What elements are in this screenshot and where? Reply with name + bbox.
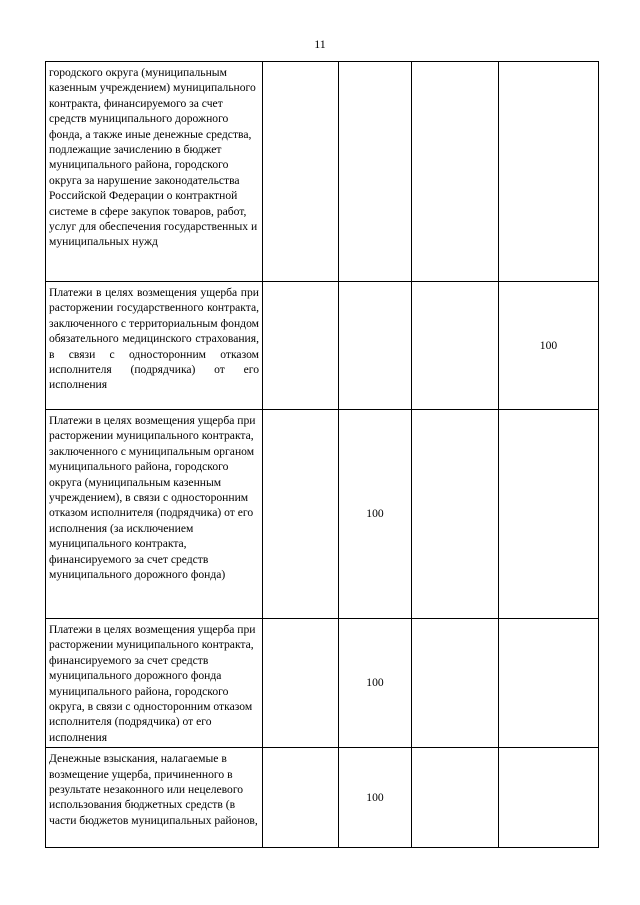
table-row: [46, 282, 599, 410]
table-cell: [339, 282, 412, 410]
revenue-description: Платежи в целях возмещения ущерба при расторжении муниципального контракта, финансируемого за счет средств муниципального дорожного фонда муниципального района, городского округа, в связи с односторонним отказом исполнителя (подрядчика) от его исполнения: [46, 619, 263, 748]
table-cell: [412, 619, 499, 748]
table-cell: [412, 410, 499, 619]
table-row: [46, 619, 599, 748]
table-row: [46, 62, 599, 282]
table-value: 100: [339, 619, 412, 748]
revenue-description: Денежные взыскания, налагаемые в возмещение ущерба, причиненного в результате незаконного или нецелевого использования бюджетных средств (в части бюджетов муниципальных районов,: [46, 748, 263, 848]
table-cell: [412, 282, 499, 410]
revenue-description: Платежи в целях возмещения ущерба при расторжении государственного контракта, заключенного с территориальным фондом обязательного медицинского страхования, в связи с односторонним отказом исполнителя (подрядчика) от его исполнения: [46, 282, 263, 410]
table-cell: [263, 619, 339, 748]
page-number: 11: [314, 37, 326, 51]
table-row: [46, 410, 599, 619]
table-cell: [499, 62, 599, 282]
table-cell: [263, 410, 339, 619]
table-row: [46, 748, 599, 848]
revenue-description: Платежи в целях возмещения ущерба при расторжении муниципального контракта, заключенного с муниципальным органом муниципального района, городского округа (муниципальным казенным учреждением), в связи с односторонним отказом исполнителя (подрядчика) от его исполнения (за исключением муниципального контракта, финансируемого за счет средств муниципального дорожного фонда): [46, 410, 263, 619]
revenue-distribution-table: [45, 61, 599, 848]
table-cell: [412, 62, 499, 282]
table-value: 100: [499, 282, 599, 410]
table-value: 100: [339, 410, 412, 619]
revenue-description: городского округа (муниципальным казенным учреждением) муниципального контракта, финансируемого за счет средств муниципального дорожного фонда, а также иные денежные средства, подлежащие зачислению в бюджет муниципального района, городского округа за нарушение законодательства Российской Федерации о контрактной системе в сфере закупок товаров, работ, услуг для обеспечения государственных и муниципальных нужд: [46, 62, 263, 282]
table-cell: [499, 748, 599, 848]
table-cell: [263, 282, 339, 410]
table-cell: [263, 62, 339, 282]
table-cell: [412, 748, 499, 848]
table-cell: [339, 62, 412, 282]
table-cell: [499, 410, 599, 619]
table-cell: [263, 748, 339, 848]
table-cell: [499, 619, 599, 748]
table-value: 100: [339, 748, 412, 848]
